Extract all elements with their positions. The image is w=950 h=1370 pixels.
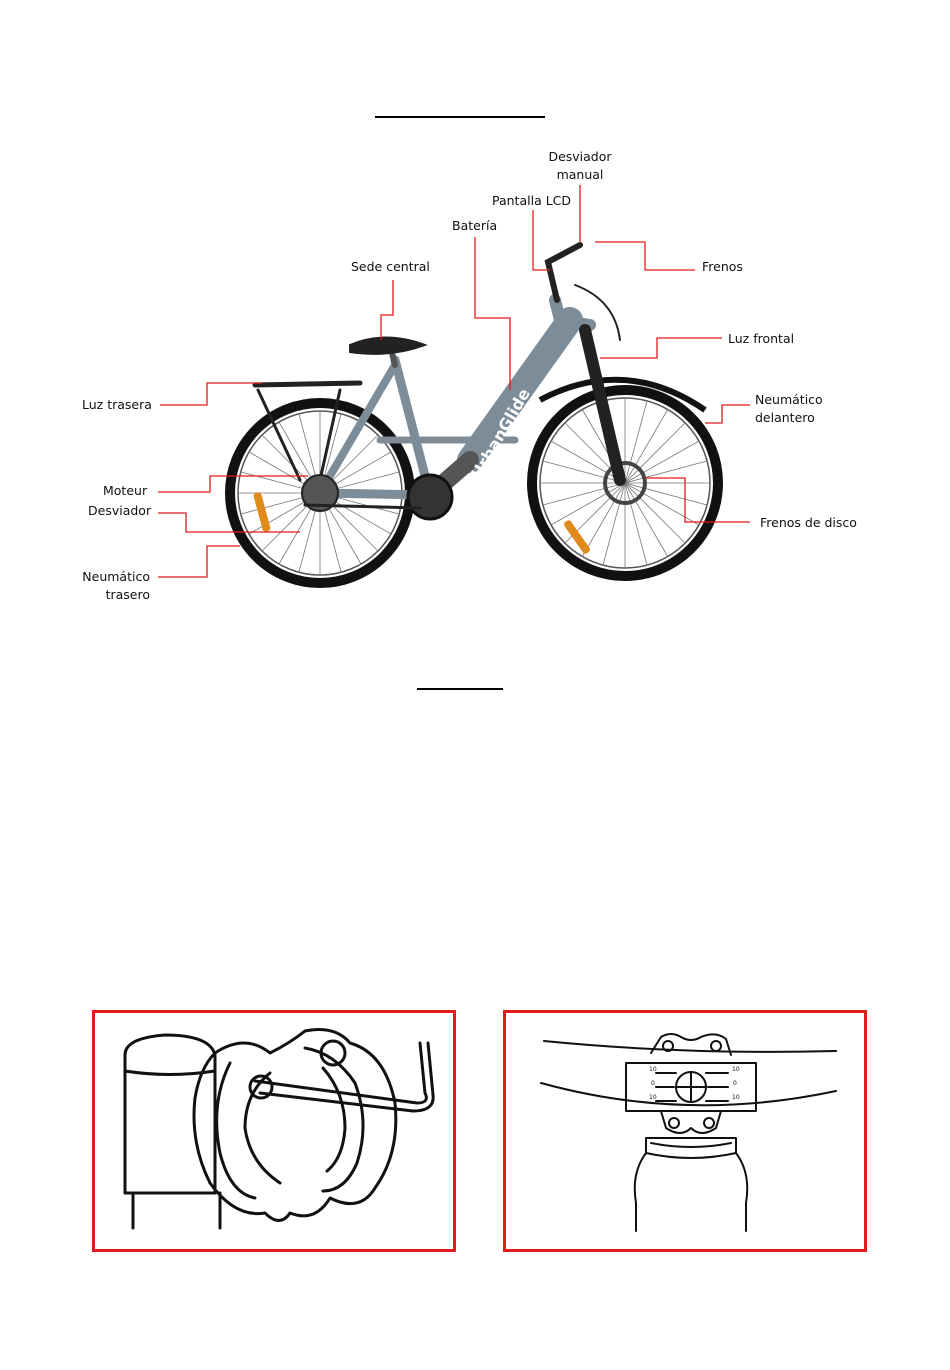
illustration-handlebar-stem	[503, 1010, 867, 1252]
seat-clamp-drawing	[95, 1013, 453, 1249]
stem-mark-left-bottom: 10	[649, 1094, 657, 1101]
stem-mark-left-mid: 0	[651, 1080, 655, 1087]
leader-luz-frontal	[600, 338, 722, 358]
frame-brand-text: UrbanGlide	[467, 385, 534, 482]
label-neumatico-trasero: Neumático trasero	[82, 569, 150, 602]
illustration-seat-clamp	[92, 1010, 456, 1252]
label-pantalla-lcd: Pantalla LCD	[492, 193, 572, 208]
label-desviador: Desviador	[88, 503, 152, 518]
label-desviador-manual: Desviador manual	[548, 149, 612, 182]
label-luz-frontal: Luz frontal	[728, 331, 795, 346]
label-frenos-de-disco: Frenos de disco	[760, 515, 857, 530]
ebike-diagram	[0, 0, 950, 640]
leader-frenos-de-disco	[645, 478, 750, 522]
label-frenos: Frenos	[702, 259, 743, 274]
leader-bateria	[475, 237, 510, 390]
leader-neumatico-trasero	[158, 546, 240, 577]
leader-frenos	[595, 242, 695, 270]
leader-luz-trasera	[160, 383, 262, 405]
stem-mark-right-top: 10	[732, 1066, 740, 1073]
leader-neumatico-delantero	[705, 405, 750, 423]
stem-mark-right-bottom: 10	[732, 1094, 740, 1101]
stem-mark-left-top: 10	[649, 1066, 657, 1073]
label-neumatico-delantero: Neumático delantero	[755, 392, 823, 425]
label-bateria: Batería	[452, 218, 498, 233]
section-title-rule-middle	[417, 688, 503, 690]
label-luz-trasera: Luz trasera	[82, 397, 152, 412]
handlebar-stem-drawing	[506, 1013, 864, 1249]
label-sede-central: Sede central	[351, 259, 430, 274]
label-moteur: Moteur	[103, 483, 148, 498]
leader-lines	[158, 185, 750, 577]
bike-frame	[255, 245, 620, 519]
stem-mark-right-mid: 0	[733, 1080, 737, 1087]
leader-sede-central	[381, 280, 393, 340]
